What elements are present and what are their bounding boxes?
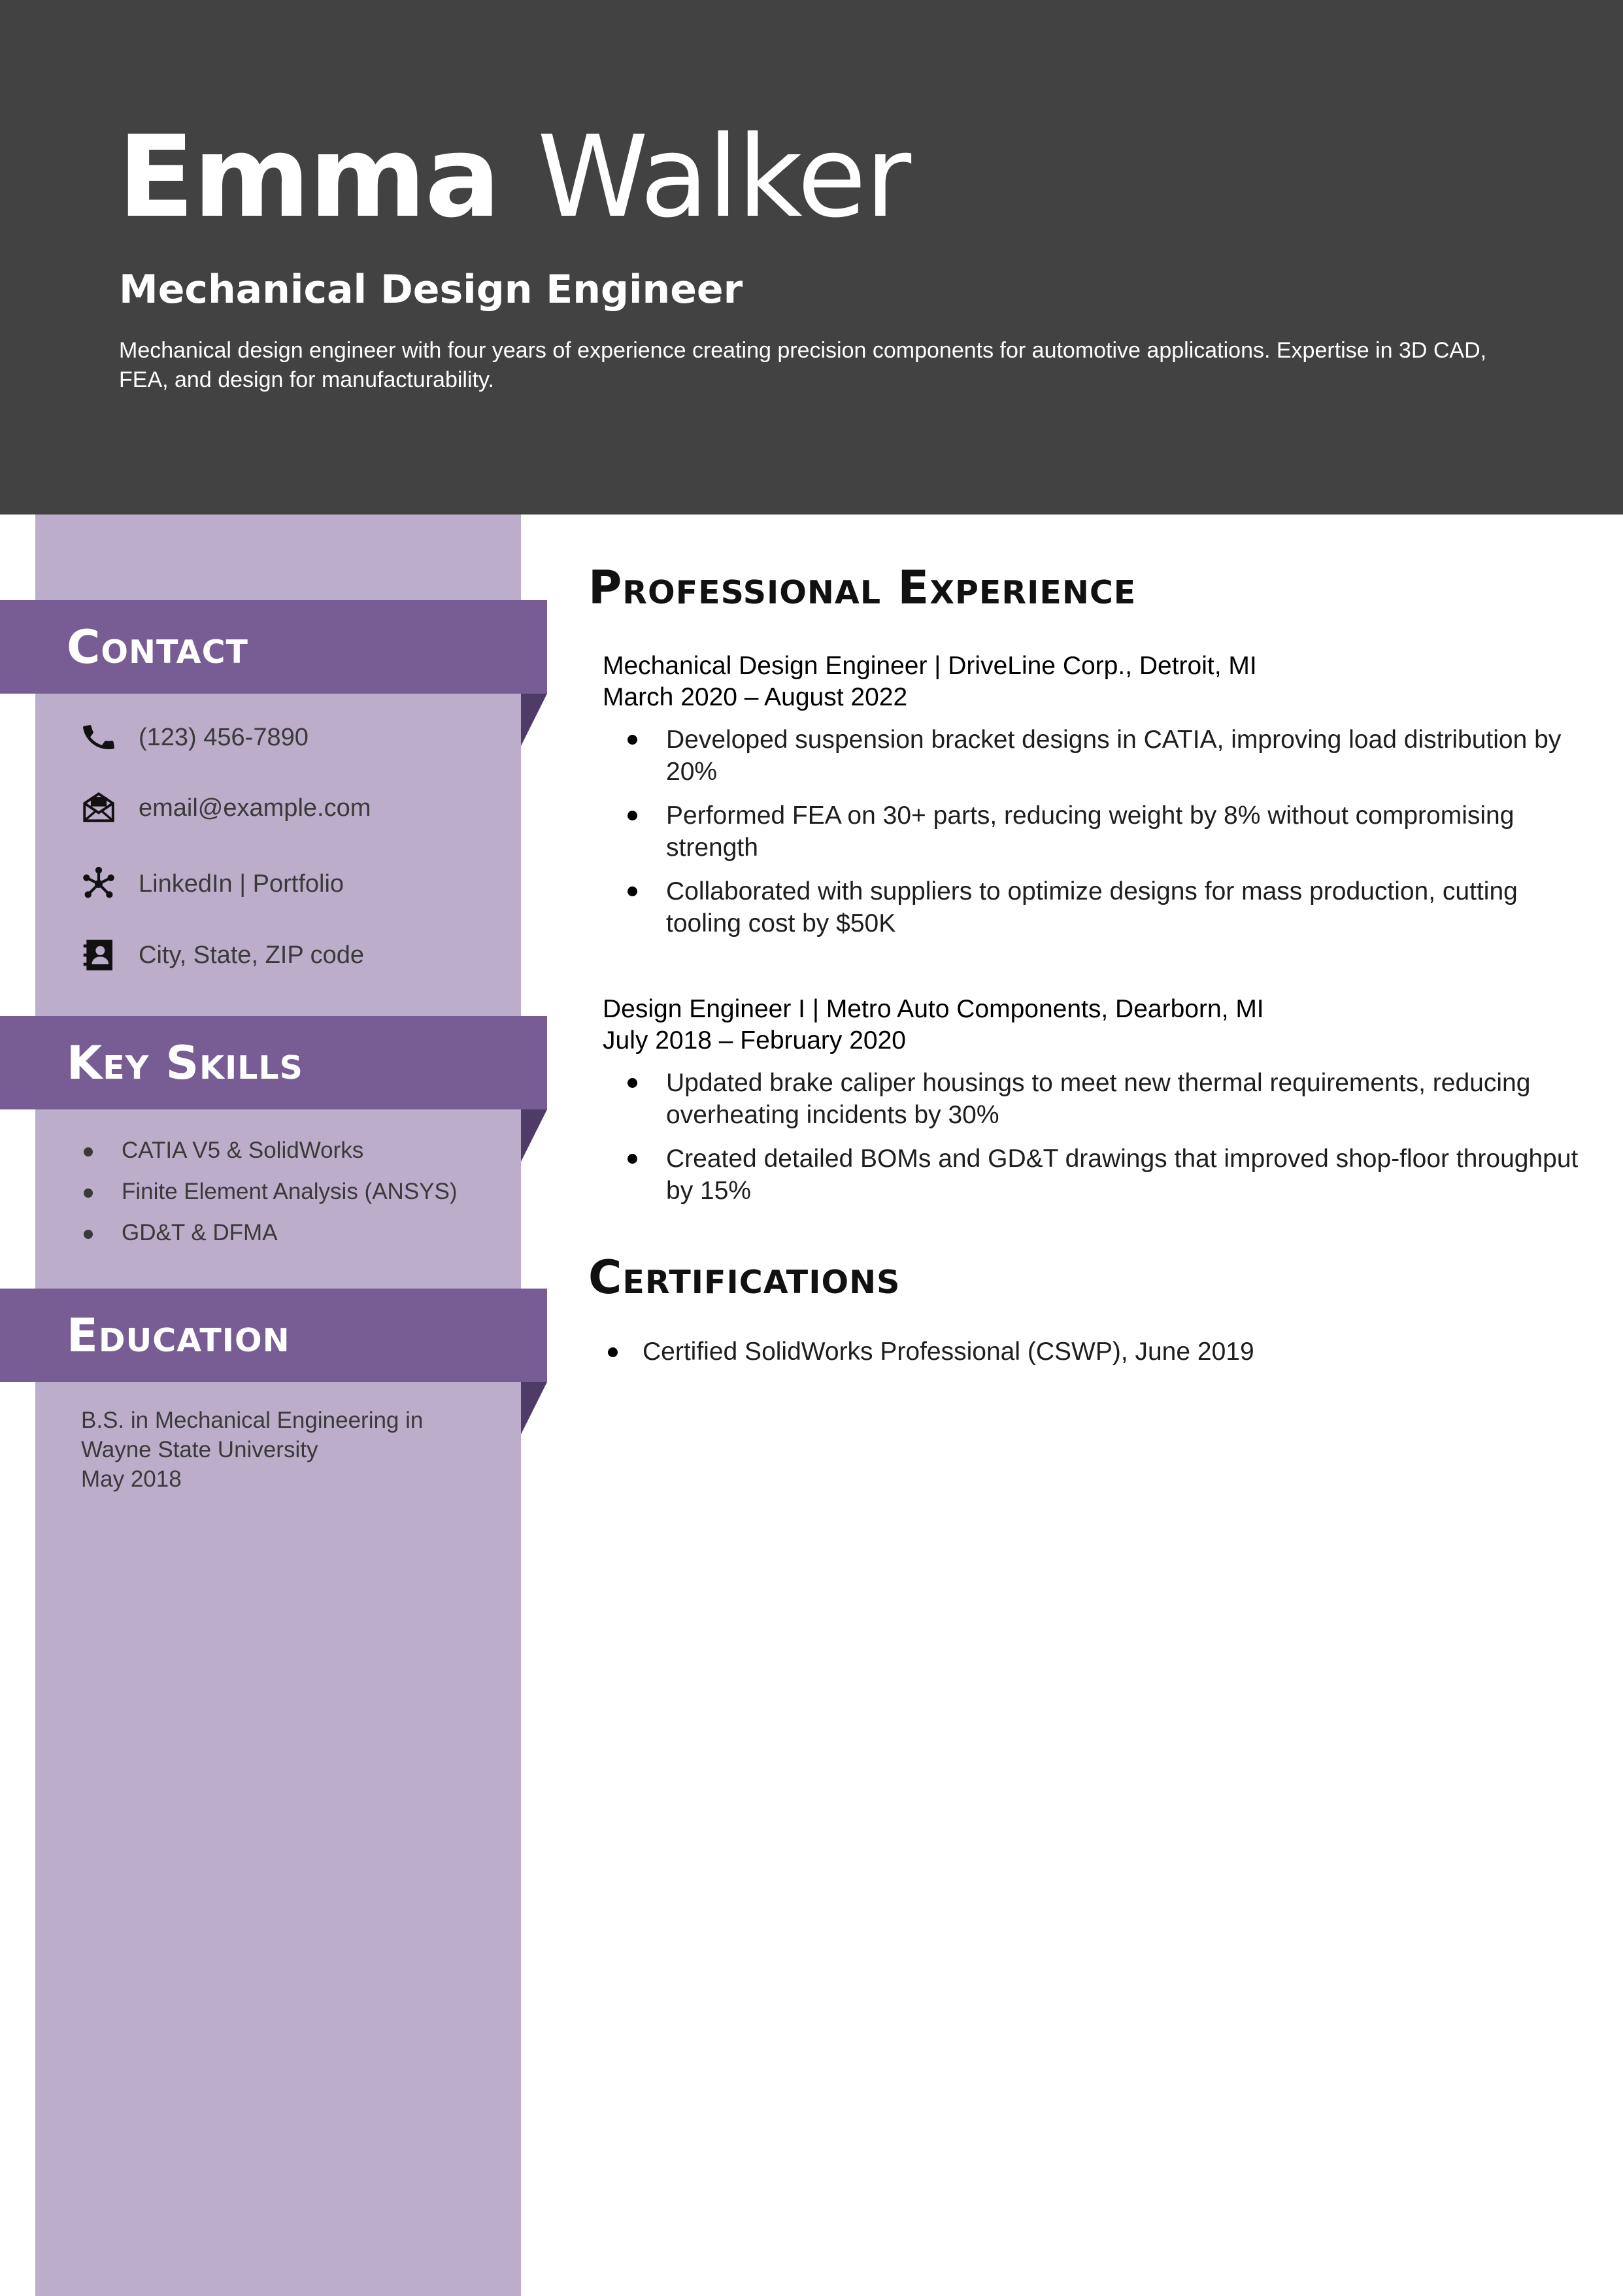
header-banner [0, 0, 1623, 515]
list-item: Updated brake caliper housings to meet new thermal requirements, reducing overheating incidents by 30% [603, 1067, 1583, 1131]
skills-section-band [0, 1016, 547, 1109]
education-section-band [0, 1289, 547, 1382]
contact-section-band [0, 600, 547, 694]
list-item: Developed suspension bracket designs in CATIA, improving load distribution by 20% [603, 724, 1583, 788]
first-name: Emma [118, 111, 500, 243]
education-band-fold [521, 1382, 547, 1434]
address-book-icon [78, 935, 119, 975]
experience-heading: Professional Experience [588, 561, 1137, 615]
list-item: Finite Element Analysis (ANSYS) [78, 1171, 458, 1212]
certifications-list [601, 1336, 1254, 1368]
last-name: Walker [537, 111, 911, 243]
skills-heading: Key Skills [67, 1036, 303, 1090]
contact-phone [78, 717, 309, 758]
graduation-date: May 2018 [81, 1466, 182, 1492]
contact-links [78, 863, 344, 905]
job-bullets [603, 724, 1583, 939]
job-entry-driveline [603, 650, 1583, 951]
phone-number: (123) 456-7890 [139, 723, 309, 751]
job-role-company: Mechanical Design Engineer | DriveLine Corp., Detroit, MI [603, 652, 1257, 680]
network-icon [78, 864, 119, 904]
degree: B.S. in Mechanical Engineering in [81, 1408, 424, 1433]
contact-band-fold [521, 694, 547, 746]
job-title: Mechanical Design Engineer [119, 267, 743, 312]
job-dates: March 2020 – August 2022 [603, 683, 908, 711]
job-entry-metro-auto [603, 994, 1583, 1219]
skills-band-fold [521, 1109, 547, 1162]
skills-list [78, 1130, 458, 1253]
contact-email [78, 787, 371, 829]
candidate-name [118, 111, 911, 243]
list-item: Certified SolidWorks Professional (CSWP), June 2019 [601, 1336, 1254, 1368]
linkedin-portfolio[interactable]: LinkedIn | Portfolio [139, 869, 344, 898]
certifications-heading: Certifications [588, 1251, 901, 1304]
list-item: Collaborated with suppliers to optimize designs for mass production, cutting tooling cost by $50K [603, 875, 1583, 939]
university: Wayne State University [81, 1437, 318, 1462]
job-role-company: Design Engineer I | Metro Auto Components, Dearborn, MI [603, 995, 1264, 1023]
education-heading: Education [67, 1308, 290, 1362]
list-item: Created detailed BOMs and GD&T drawings that improved shop-floor throughput by 15% [603, 1143, 1583, 1207]
job-bullets [603, 1067, 1583, 1207]
city-state-zip: City, State, ZIP code [139, 941, 364, 969]
list-item: GD&T & DFMA [78, 1212, 458, 1253]
envelope-icon [78, 788, 119, 828]
list-item: Performed FEA on 30+ parts, reducing weight by 8% without compromising strength [603, 800, 1583, 864]
job-dates: July 2018 – February 2020 [603, 1026, 906, 1055]
list-item: CATIA V5 & SolidWorks [78, 1130, 458, 1171]
contact-heading: Contact [67, 620, 248, 674]
phone-icon [78, 717, 119, 758]
profile-summary: Mechanical design engineer with four years of experience creating precision components for automotive applications. Expertise in 3D CAD, FEA, and design for manufacturability. [119, 338, 1487, 392]
education-details [81, 1406, 423, 1494]
contact-address [78, 934, 364, 976]
email-address: email@example.com [139, 794, 371, 822]
